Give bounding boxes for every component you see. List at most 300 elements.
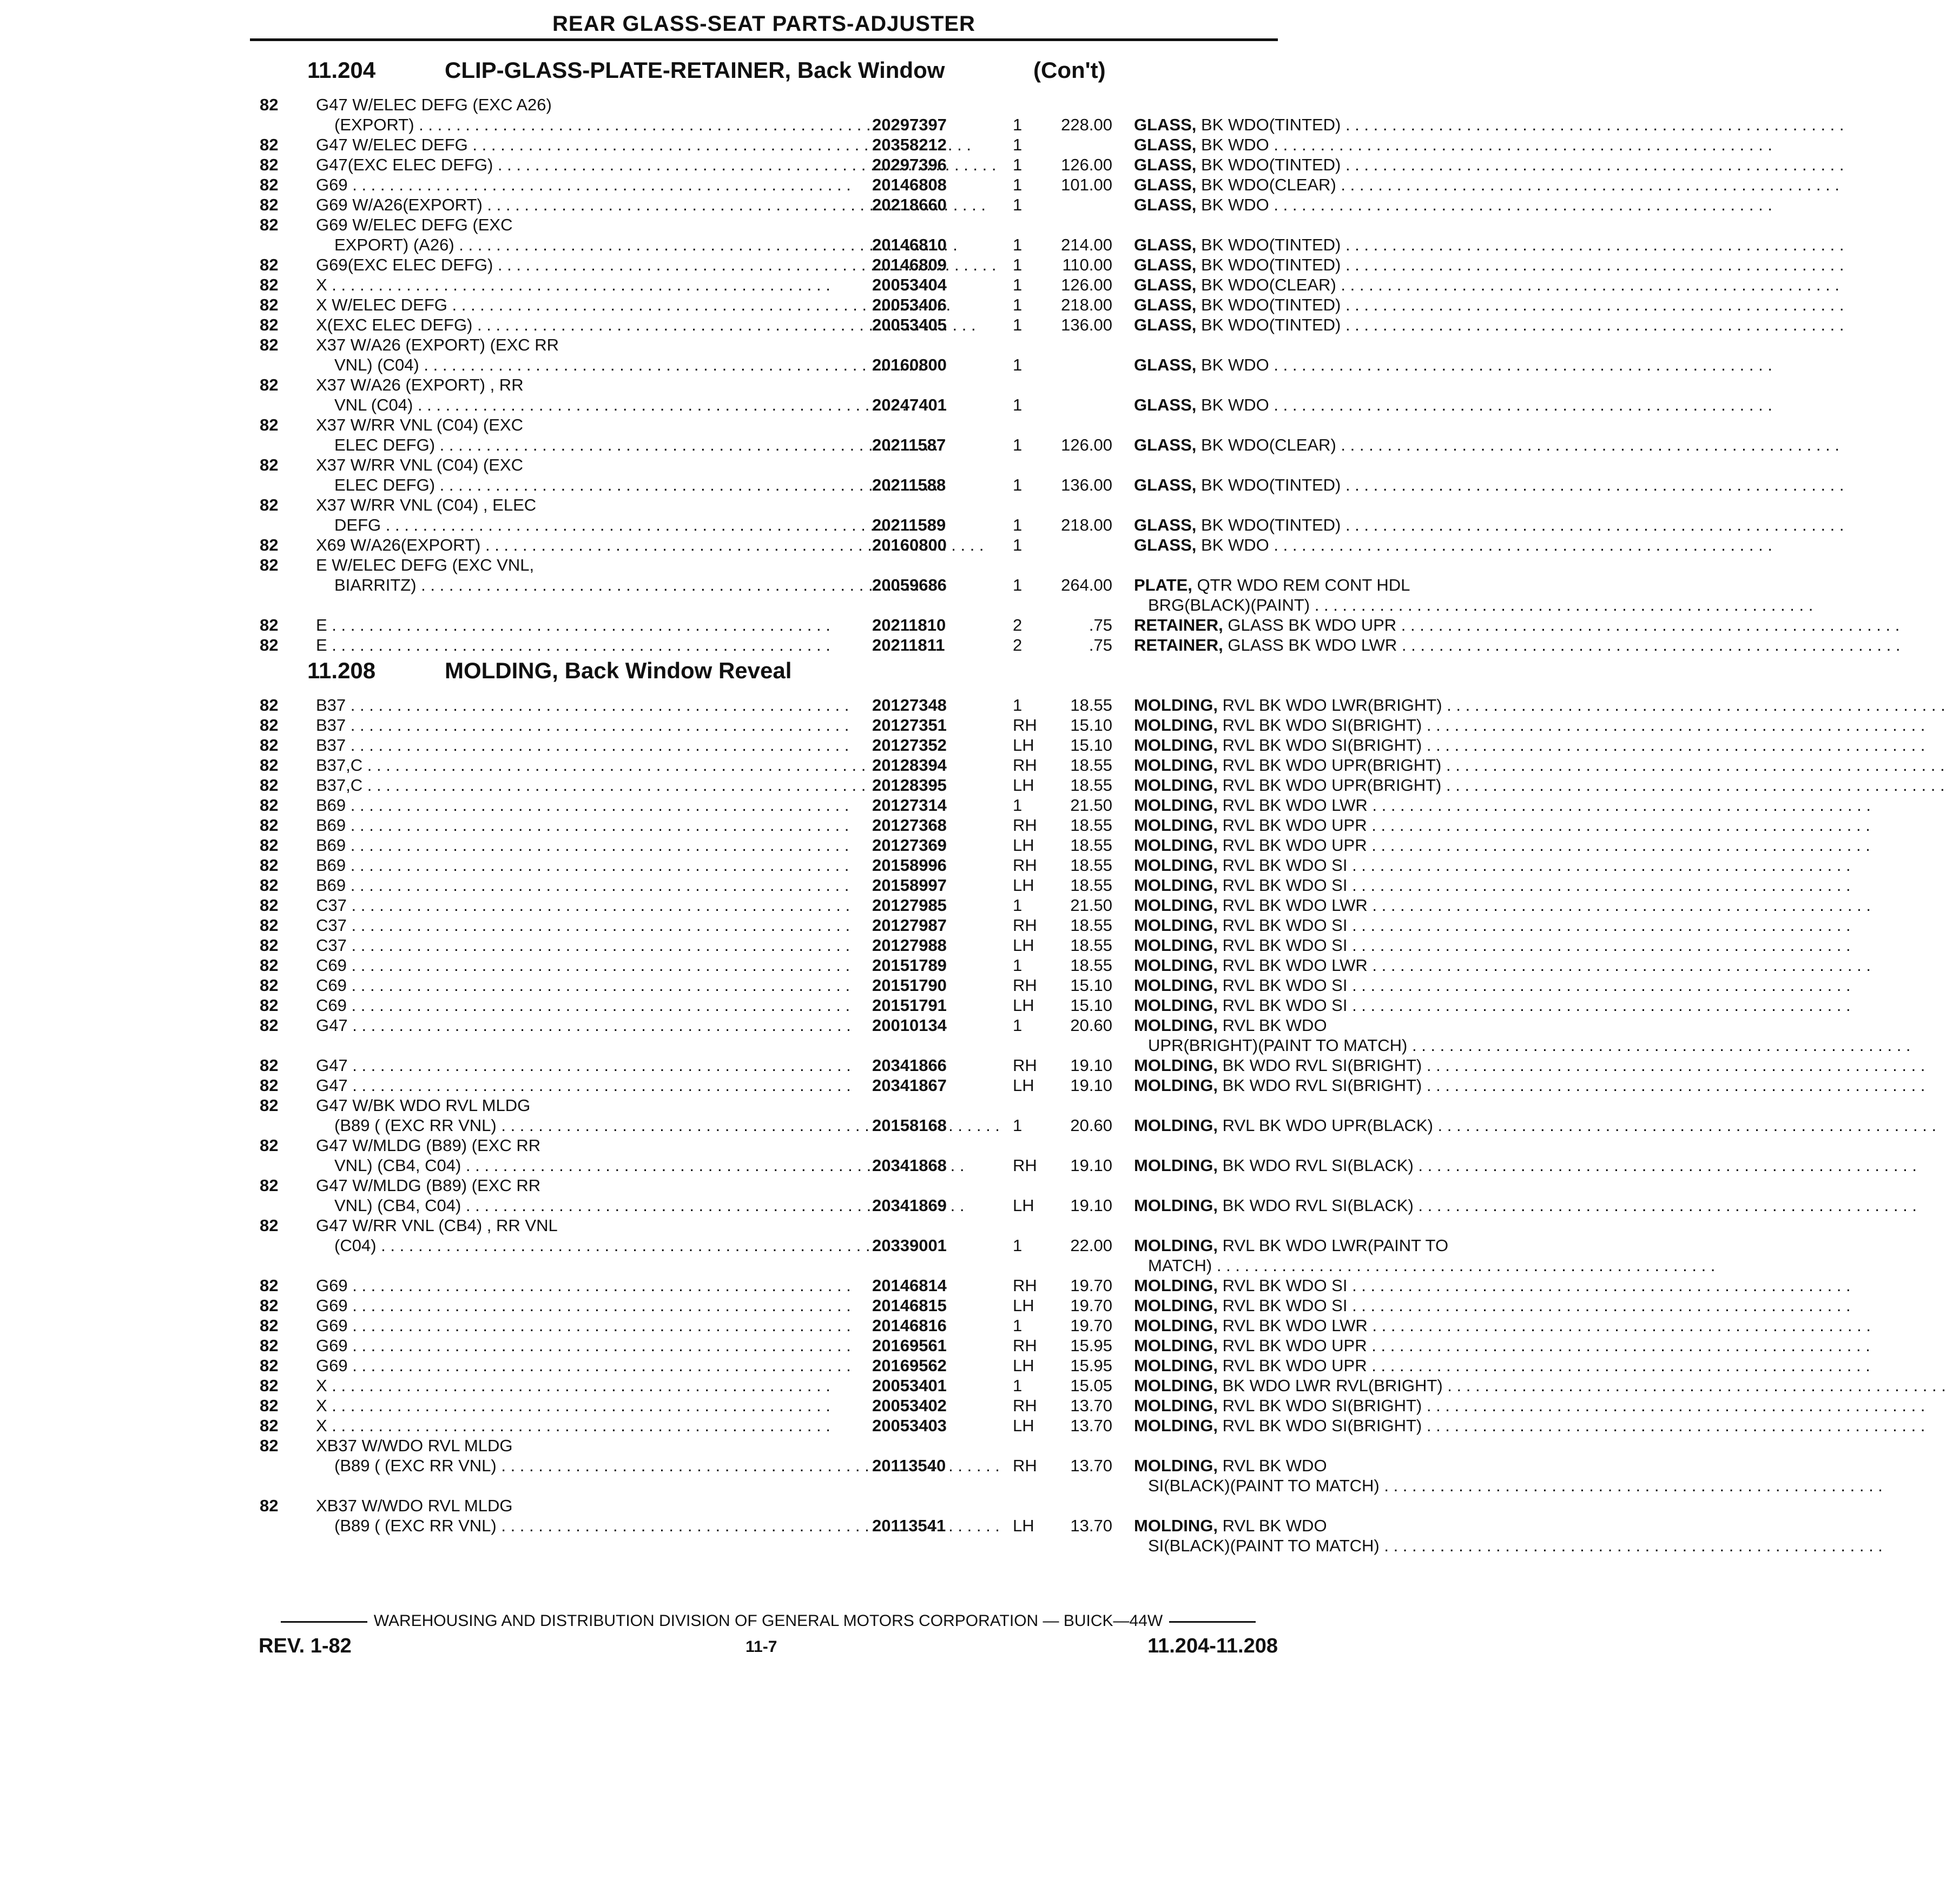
list-price: 19.10: [1070, 1156, 1112, 1175]
page-number: 11-7: [746, 1638, 777, 1656]
part-noun: MOLDING,: [1134, 1416, 1218, 1435]
model-application: [334, 355, 871, 375]
model-year: 82: [260, 696, 279, 715]
model-text: XB37 W/WDO RVL MLDG: [316, 1496, 513, 1515]
part-entry: [250, 936, 1348, 956]
dot-leader: [1347, 996, 1850, 1015]
list-price: 228.00: [1061, 115, 1112, 134]
section-range: 11.204-11.208: [1147, 1635, 1278, 1657]
part-description: [1134, 1016, 1529, 1035]
list-price: 15.10: [1070, 996, 1112, 1015]
part-description: [1134, 756, 1529, 775]
model-text: X37 W/A26 (EXPORT) (EXC RR: [316, 335, 559, 354]
part-number: 20127351: [872, 716, 947, 735]
model-application: [316, 315, 871, 335]
part-entry: [250, 1376, 1443, 1396]
model-application: [316, 556, 871, 575]
part-number: 20158996: [872, 856, 947, 875]
model-application: [316, 856, 871, 875]
footer-rule-right: [1169, 1621, 1256, 1623]
model-year: 82: [260, 616, 279, 634]
part-description: [1134, 435, 1529, 455]
part-description: [1134, 315, 1529, 335]
model-application: [316, 1356, 871, 1376]
description-text: RVL BK WDO SI: [1222, 996, 1348, 1015]
entry-line: [250, 1376, 1443, 1396]
dot-leader: [346, 696, 849, 715]
dot-leader: [1341, 235, 1844, 254]
dot-leader: [1341, 115, 1844, 134]
model-application: [316, 415, 871, 435]
model-application: [316, 195, 871, 215]
description-text: BK WDO(CLEAR): [1201, 275, 1336, 294]
model-application: [316, 1016, 871, 1035]
description-text: QTR WDO REM CONT HDL: [1197, 576, 1410, 594]
part-number: 20113541: [872, 1516, 946, 1535]
part-noun: GLASS,: [1134, 115, 1197, 134]
part-number: 20297397: [872, 115, 947, 134]
model-application: [316, 95, 871, 115]
model-application: [316, 756, 871, 775]
part-entry: [250, 1296, 1348, 1316]
part-number: 20053406: [872, 295, 947, 314]
quantity: 1: [1013, 235, 1023, 254]
part-noun: GLASS,: [1134, 435, 1197, 454]
dot-leader: [1341, 515, 1844, 534]
list-price: 101.00: [1061, 175, 1112, 194]
part-noun: MOLDING,: [1134, 896, 1218, 915]
part-number: 20127987: [872, 916, 947, 935]
model-text: G47 W/RR VNL (CB4) , RR VNL: [316, 1216, 558, 1235]
part-number: 20158168: [872, 1116, 947, 1135]
model-application: [316, 175, 871, 195]
model-year: 82: [260, 375, 279, 394]
part-noun: MOLDING,: [1134, 1376, 1218, 1395]
part-entry: [250, 996, 1348, 1016]
part-description: [1134, 1276, 1529, 1295]
model-text: C69: [316, 996, 347, 1015]
description-text: RVL BK WDO SI: [1222, 916, 1348, 935]
description-text: RVL BK WDO LWR: [1222, 796, 1368, 815]
description-text: RVL BK WDO SI: [1222, 1276, 1348, 1295]
model-text: G69: [316, 1316, 348, 1335]
model-year: 82: [260, 556, 279, 574]
part-entry: [250, 556, 1410, 616]
model-application: [316, 1376, 871, 1396]
model-application: [334, 1236, 871, 1255]
page-footer: [259, 1612, 1278, 1662]
part-noun: MOLDING,: [1134, 1456, 1218, 1475]
entry-line: [250, 1036, 1408, 1056]
dot-leader: [1341, 475, 1844, 494]
dot-leader: [1347, 1296, 1850, 1315]
quantity: 1: [1013, 1376, 1023, 1395]
list-price: 19.10: [1070, 1196, 1112, 1215]
model-text: X(EXC ELEC DEFG): [316, 315, 473, 334]
quantity: RH: [1013, 716, 1037, 735]
entry-line: [250, 95, 1278, 115]
model-application: [316, 1276, 871, 1295]
quantity: 1: [1013, 295, 1023, 314]
model-text: E W/ELEC DEFG (EXC VNL,: [316, 556, 535, 574]
description-text: RVL BK WDO SI(BRIGHT): [1222, 1416, 1422, 1435]
part-description: [1134, 1196, 1529, 1215]
description-text: BK WDO(TINTED): [1201, 515, 1341, 534]
model-application: [334, 1516, 871, 1536]
model-year: 82: [260, 836, 279, 855]
entry-line: [250, 1056, 1422, 1076]
dot-leader: [346, 836, 849, 855]
model-year: 82: [260, 916, 279, 935]
model-text: B37: [316, 736, 346, 755]
part-entry: [250, 536, 1278, 556]
part-entry: [250, 335, 1278, 375]
model-year: 82: [260, 1356, 279, 1375]
model-application: [334, 395, 871, 415]
dot-leader: [347, 996, 850, 1015]
part-noun: MOLDING,: [1134, 716, 1218, 735]
dot-leader: [1336, 435, 1839, 454]
part-number: 20211589: [872, 515, 946, 534]
part-noun: GLASS,: [1134, 515, 1197, 534]
part-entry: [250, 275, 1336, 295]
model-application: [316, 696, 871, 715]
list-price: 126.00: [1061, 155, 1112, 174]
description-text: RVL BK WDO SI: [1222, 876, 1348, 895]
model-application: [334, 475, 871, 495]
part-noun: GLASS,: [1134, 135, 1197, 154]
section-heading: [250, 656, 1278, 696]
entry-line: [250, 1256, 1278, 1276]
dot-leader: [347, 976, 850, 995]
part-noun: GLASS,: [1134, 355, 1197, 374]
part-description: [1134, 1316, 1529, 1336]
model-text: C37: [316, 936, 347, 955]
description-text: RVL BK WDO LWR(PAINT TO: [1222, 1236, 1449, 1255]
part-number: 20113540: [872, 1456, 946, 1475]
description-text: RVL BK WDO SI: [1222, 936, 1348, 955]
quantity: RH: [1013, 816, 1037, 835]
list-price: 15.95: [1070, 1356, 1112, 1375]
quantity: 1: [1013, 896, 1023, 915]
dot-leader: [1341, 255, 1844, 274]
dot-leader: [346, 856, 849, 875]
part-noun: GLASS,: [1134, 235, 1197, 254]
dot-leader: [346, 796, 849, 815]
quantity: LH: [1013, 1076, 1034, 1095]
part-entry: [250, 976, 1348, 996]
entry-line: [250, 415, 1278, 435]
part-number: 20297396: [872, 155, 947, 174]
description-text: BK WDO(TINTED): [1201, 295, 1341, 314]
entry-line: [250, 916, 1348, 936]
model-application: [316, 295, 871, 315]
model-application: [316, 1096, 871, 1115]
part-description: [1134, 275, 1529, 295]
dot-leader: [1414, 1156, 1917, 1175]
part-description: [1148, 1476, 1529, 1496]
part-number: 20211810: [872, 616, 946, 634]
part-entry: [250, 696, 1442, 716]
part-noun: MOLDING,: [1134, 1156, 1218, 1175]
quantity: LH: [1013, 1196, 1034, 1215]
model-application: [316, 1496, 871, 1516]
list-price: 18.55: [1070, 916, 1112, 935]
part-entry: [250, 796, 1368, 816]
part-description: [1134, 195, 1529, 215]
list-price: 18.55: [1070, 776, 1112, 795]
model-application: [316, 736, 871, 755]
dot-leader: [435, 435, 938, 454]
model-text: G69(EXC ELEC DEFG): [316, 255, 493, 274]
part-description: [1134, 135, 1529, 155]
model-application: [316, 135, 871, 155]
model-application: [316, 1056, 871, 1075]
entry-line: [250, 1016, 1327, 1036]
description-text: BK WDO RVL SI(BLACK): [1222, 1196, 1414, 1215]
part-noun: RETAINER,: [1134, 636, 1223, 654]
part-number: 20146814: [872, 1276, 947, 1295]
model-application: [316, 1396, 871, 1416]
entry-line: [250, 195, 1278, 215]
part-description: [1134, 1156, 1529, 1175]
entry-line: [250, 536, 1278, 556]
dot-leader: [1380, 1476, 1883, 1495]
part-description: [1134, 836, 1529, 855]
entry-line: [250, 1436, 1278, 1456]
model-text: VNL) (CB4, C04): [334, 1196, 461, 1215]
dot-leader: [419, 355, 922, 374]
model-application: [316, 976, 871, 995]
entry-line: [250, 976, 1348, 996]
part-description: [1134, 916, 1529, 935]
model-application: [316, 876, 871, 895]
entry-line: [250, 155, 1341, 175]
model-text: G69: [316, 1356, 348, 1375]
part-description: [1134, 816, 1529, 835]
dot-leader: [1347, 856, 1850, 875]
model-text: G47 W/ELEC DEFG: [316, 135, 468, 154]
model-application: [316, 1076, 871, 1095]
entry-line: [250, 295, 1341, 315]
model-text: ELEC DEFG): [334, 475, 436, 494]
part-number: 20247401: [872, 395, 947, 414]
part-description: [1134, 696, 1529, 715]
part-number: 20127985: [872, 896, 947, 915]
dot-leader: [348, 1356, 851, 1375]
part-description: [1134, 1456, 1529, 1476]
part-description: [1134, 475, 1529, 495]
model-text: (B89 ( (EXC RR VNL): [334, 1456, 497, 1475]
part-number: 20211588: [872, 475, 946, 494]
part-description: [1134, 235, 1529, 255]
model-application: [316, 796, 871, 815]
dot-leader: [1269, 135, 1772, 154]
part-entry: [250, 776, 1442, 796]
part-number: 20010134: [872, 1016, 947, 1035]
description-text: RVL BK WDO: [1222, 1456, 1327, 1475]
part-entry: [250, 636, 1397, 656]
model-year: 82: [260, 736, 279, 755]
description-text: BK WDO(TINTED): [1201, 255, 1341, 274]
section-heading: [250, 55, 1278, 95]
part-entry: [250, 175, 1336, 195]
description-text: RVL BK WDO LWR: [1222, 1316, 1368, 1335]
part-entry: [250, 455, 1341, 495]
list-price: 15.05: [1070, 1376, 1112, 1395]
model-application: [316, 536, 871, 555]
entry-line: [250, 996, 1348, 1016]
part-description: [1134, 355, 1529, 375]
dot-leader: [348, 1296, 851, 1315]
part-noun: MOLDING,: [1134, 1516, 1218, 1535]
entry-line: [250, 455, 1278, 475]
dot-leader: [1407, 1036, 1910, 1055]
section-continued: (Con't): [1033, 57, 1106, 83]
quantity: 1: [1013, 195, 1023, 214]
part-description: [1148, 596, 1529, 615]
model-year: 82: [260, 976, 279, 995]
dot-leader: [1341, 295, 1844, 314]
entry-line: [250, 736, 1422, 756]
part-number: 20211587: [872, 435, 946, 454]
part-description: [1134, 616, 1529, 635]
part-noun: GLASS,: [1134, 295, 1197, 314]
part-description: [1148, 1256, 1529, 1275]
model-text: (C04): [334, 1236, 377, 1255]
model-application: [334, 1456, 871, 1476]
dot-leader: [1367, 1336, 1870, 1355]
model-year: 82: [260, 1296, 279, 1315]
description-text: GLASS BK WDO LWR: [1228, 636, 1397, 654]
quantity: 1: [1013, 115, 1023, 134]
part-noun: MOLDING,: [1134, 936, 1218, 955]
quantity: 1: [1013, 435, 1023, 454]
model-application: [316, 215, 871, 235]
part-noun: MOLDING,: [1134, 956, 1218, 975]
model-text: BIARRITZ): [334, 576, 417, 594]
part-entry: [250, 1276, 1348, 1296]
entry-line: [250, 215, 1278, 235]
model-application: [334, 576, 871, 595]
dot-leader: [1368, 956, 1871, 975]
list-price: 22.00: [1070, 1236, 1112, 1255]
model-application: [316, 836, 871, 855]
dot-leader: [1367, 1356, 1870, 1375]
list-price: 218.00: [1061, 295, 1112, 314]
model-year: 82: [260, 175, 279, 194]
model-year: 82: [260, 455, 279, 474]
model-year: 82: [260, 876, 279, 895]
entry-line: [250, 836, 1367, 856]
quantity: 1: [1013, 1236, 1023, 1255]
part-entry: [250, 1356, 1367, 1376]
part-entry: [250, 1436, 1380, 1496]
entry-line: [250, 395, 1278, 415]
model-text: DEFG: [334, 515, 381, 534]
part-entry: [250, 716, 1422, 736]
part-entry: [250, 315, 1341, 335]
part-description: [1134, 736, 1529, 755]
quantity: RH: [1013, 916, 1037, 935]
part-description: [1134, 1416, 1529, 1436]
part-description: [1148, 1036, 1529, 1055]
description-text: RVL BK WDO: [1222, 1516, 1327, 1535]
description-text: BK WDO(TINTED): [1201, 155, 1341, 174]
model-application: [334, 1116, 871, 1135]
entry-line: [250, 1296, 1348, 1316]
model-year: 82: [260, 1416, 279, 1435]
entry-line: [250, 315, 1341, 335]
description-text: BK WDO RVL SI(BRIGHT): [1222, 1056, 1422, 1075]
dot-leader: [327, 636, 830, 654]
list-price: 18.55: [1070, 856, 1112, 875]
model-application: [316, 956, 871, 975]
dot-leader: [414, 115, 918, 134]
entry-line: [250, 856, 1348, 876]
model-year: 82: [260, 1316, 279, 1335]
model-year: 82: [260, 1016, 279, 1035]
dot-leader: [1433, 1116, 1936, 1135]
list-price: 13.70: [1070, 1416, 1112, 1435]
model-year: 82: [260, 996, 279, 1015]
part-number: 20128395: [872, 776, 947, 795]
dot-leader: [1367, 816, 1870, 835]
part-description: [1134, 515, 1529, 535]
part-description: [1134, 776, 1529, 795]
description-text: BK WDO(TINTED): [1201, 115, 1341, 134]
entry-line: [250, 1116, 1433, 1136]
quantity: 1: [1013, 536, 1023, 554]
part-number: 20053405: [872, 315, 947, 334]
list-price: .75: [1089, 616, 1112, 634]
entry-line: [250, 876, 1348, 896]
entry-line: [250, 515, 1341, 536]
model-text: E: [316, 616, 327, 634]
model-year: 82: [260, 1276, 279, 1295]
entry-line: [250, 1216, 1278, 1236]
entry-line: [250, 1516, 1327, 1536]
description-text: RVL BK WDO UPR(BRIGHT): [1222, 756, 1442, 775]
part-noun: GLASS,: [1134, 255, 1197, 274]
model-text: X37 W/RR VNL (C04) (EXC: [316, 455, 523, 474]
list-price: 13.70: [1070, 1396, 1112, 1415]
dot-leader: [327, 1396, 830, 1415]
footer-rule-left: [281, 1621, 367, 1623]
quantity: 1: [1013, 696, 1023, 715]
model-year: 82: [260, 1216, 279, 1235]
part-number: 20128394: [872, 756, 947, 775]
description-text: RVL BK WDO SI: [1222, 856, 1348, 875]
dot-leader: [362, 776, 866, 795]
part-number: 20341869: [872, 1196, 947, 1215]
dot-leader: [381, 515, 884, 534]
model-year: 82: [260, 1056, 279, 1075]
part-entry: [250, 155, 1341, 175]
part-description: [1134, 856, 1529, 875]
entry-line: [250, 576, 1410, 596]
description-text: BK WDO(CLEAR): [1201, 435, 1336, 454]
description-text: BK WDO RVL SI(BRIGHT): [1222, 1076, 1422, 1095]
list-price: 18.55: [1070, 956, 1112, 975]
entry-line: [250, 1396, 1422, 1416]
model-year: 82: [260, 1076, 279, 1095]
revision-label: REV. 1-82: [259, 1635, 352, 1657]
part-entry: [250, 1076, 1422, 1096]
part-noun: MOLDING,: [1134, 1296, 1218, 1315]
model-text: G47 W/MLDG (B89) (EXC RR: [316, 1136, 541, 1155]
model-text: B69: [316, 816, 346, 835]
